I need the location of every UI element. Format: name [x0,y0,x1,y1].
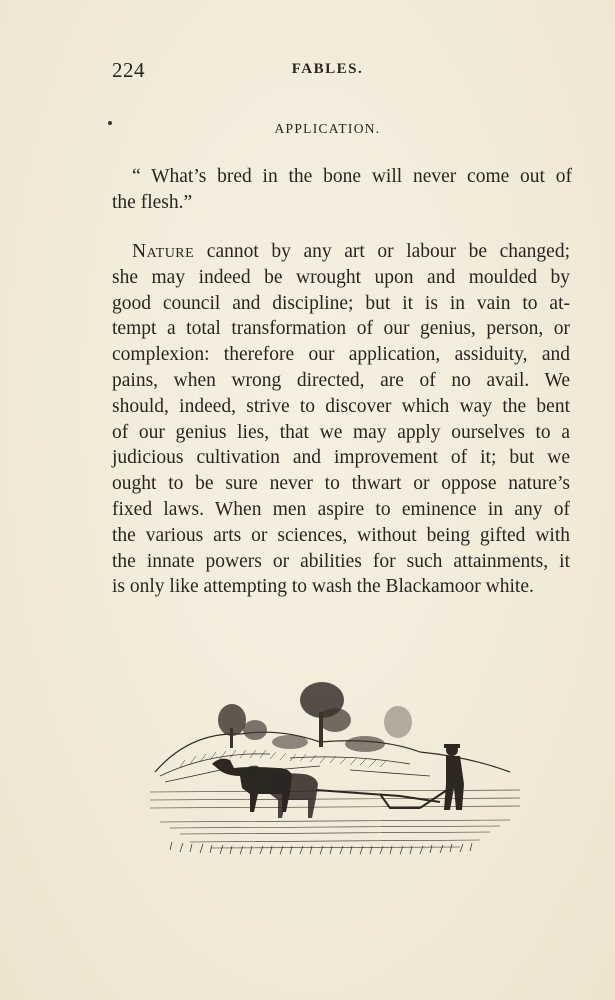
paragraph-line: should, indeed, strive to discover which way the bent [112,395,570,417]
moral-line-2: the flesh.” [112,192,193,213]
paragraph-line: complexion: therefore our application, assiduity, and [112,344,570,366]
paragraph-line: is only like attempting to wash the Blackamoor white. [112,576,534,598]
section-heading: APPLICATION. [274,121,381,136]
paragraph-line: ought to be sure never to thwart or oppose nature’s [112,473,570,495]
paragraph-line-text: cannot by any art or labour be changed; [194,241,570,262]
paragraph-line: of our genius lies, that we may apply ourselves to a [112,421,570,443]
running-title: FABLES. [291,61,364,77]
moral-line-1: “ What’s bred in the bone will never come out of [132,166,572,187]
paragraph-line: tempt a total transformation of our genius, person, or [112,318,570,340]
paragraph-line: pains, when wrong directed, are of no avail. We [112,369,570,391]
moral-quote [112,164,572,216]
lead-word: Nature [132,241,195,262]
paragraph-line: the innate powers or abilities for such attainments, it [112,550,570,572]
paragraph-line: she may indeed be wrought upon and moulded by [112,266,570,288]
paragraph-line: fixed laws. When men aspire to eminence in any of [112,498,570,520]
paragraph-line: the various arts or sciences, without being gifted with [112,524,570,546]
paragraph-line: judicious cultivation and improvement of it; but we [112,447,570,469]
application-paragraph [112,239,570,600]
ploughman-with-horses-engraving [150,672,520,862]
page-number: 224 [112,58,145,82]
paragraph-line: good council and discipline; but it is in vain to at- [112,292,570,314]
paragraph-line [112,239,570,265]
